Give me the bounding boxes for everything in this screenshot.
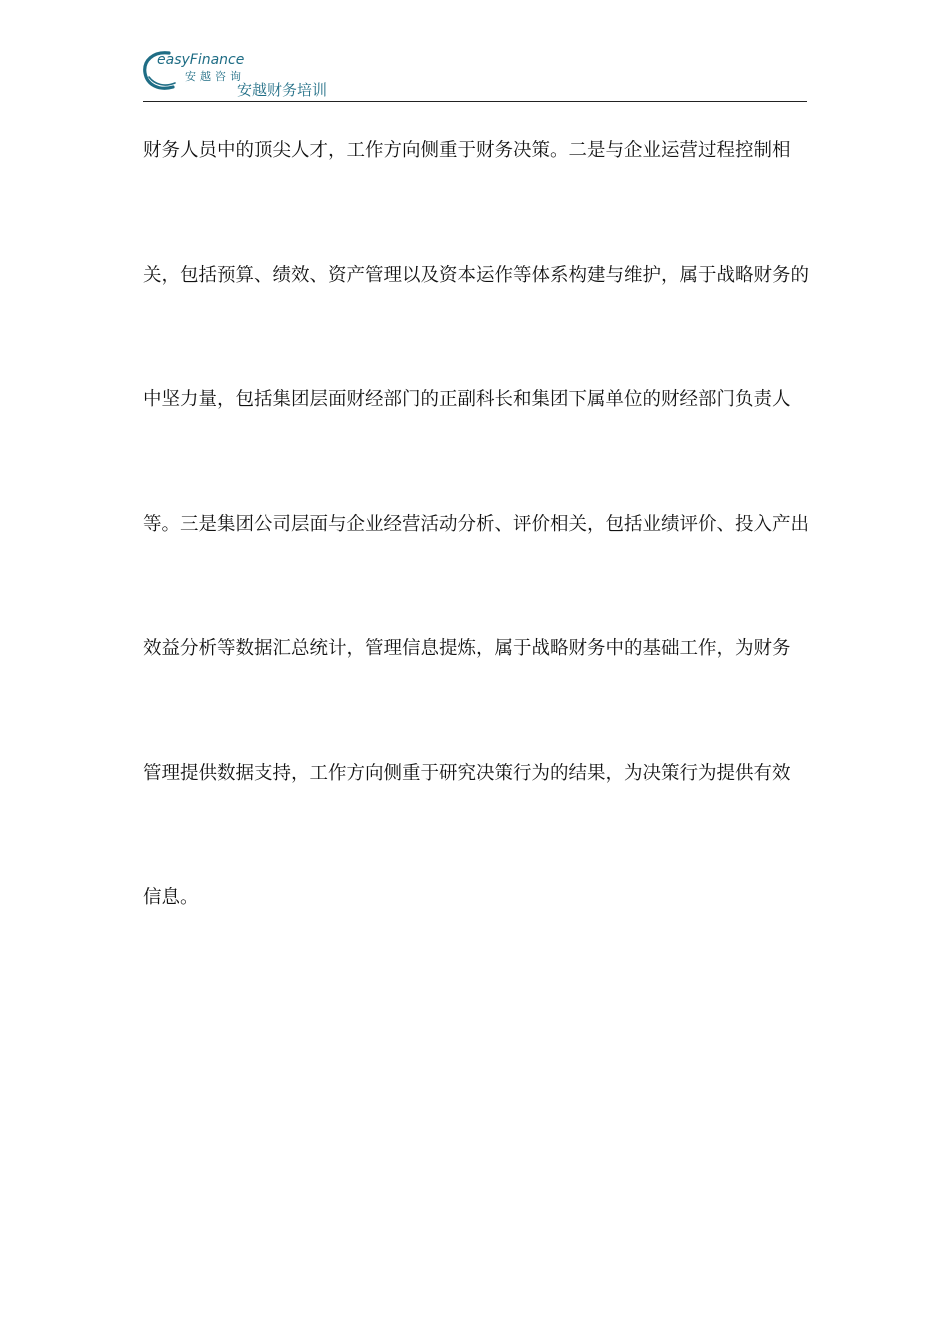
header-divider [143, 101, 807, 102]
page-header [143, 44, 807, 104]
header-title: 安越财务培训 [237, 81, 328, 99]
logo-brand-text: easyFinance [157, 52, 245, 68]
paragraph-line: 关，包括预算、绩效、资产管理以及资本运作等体系构建与维护，属于战略财务的 [143, 264, 810, 286]
paragraph-line: 财务人员中的顶尖人才，工作方向侧重于财务决策。二是与企业运营过程控制相 [143, 140, 791, 161]
paragraph-line: 信息。 [143, 887, 199, 908]
logo-chinese-text: 安越咨询 [185, 70, 245, 83]
paragraph-line: 等。三是集团公司层面与企业经营活动分析、评价相关，包括业绩评价、投入产出 [143, 513, 810, 535]
paragraph-line: 中坚力量，包括集团层面财经部门的正副科长和集团下属单位的财经部门负责人 [143, 389, 791, 410]
paragraph-line: 管理提供数据支持，工作方向侧重于研究决策行为的结果，为决策行为提供有效 [143, 762, 791, 784]
paragraph-line: 效益分析等数据汇总统计，管理信息提炼，属于战略财务中的基础工作，为财务 [143, 638, 791, 659]
document-body [143, 139, 810, 1011]
